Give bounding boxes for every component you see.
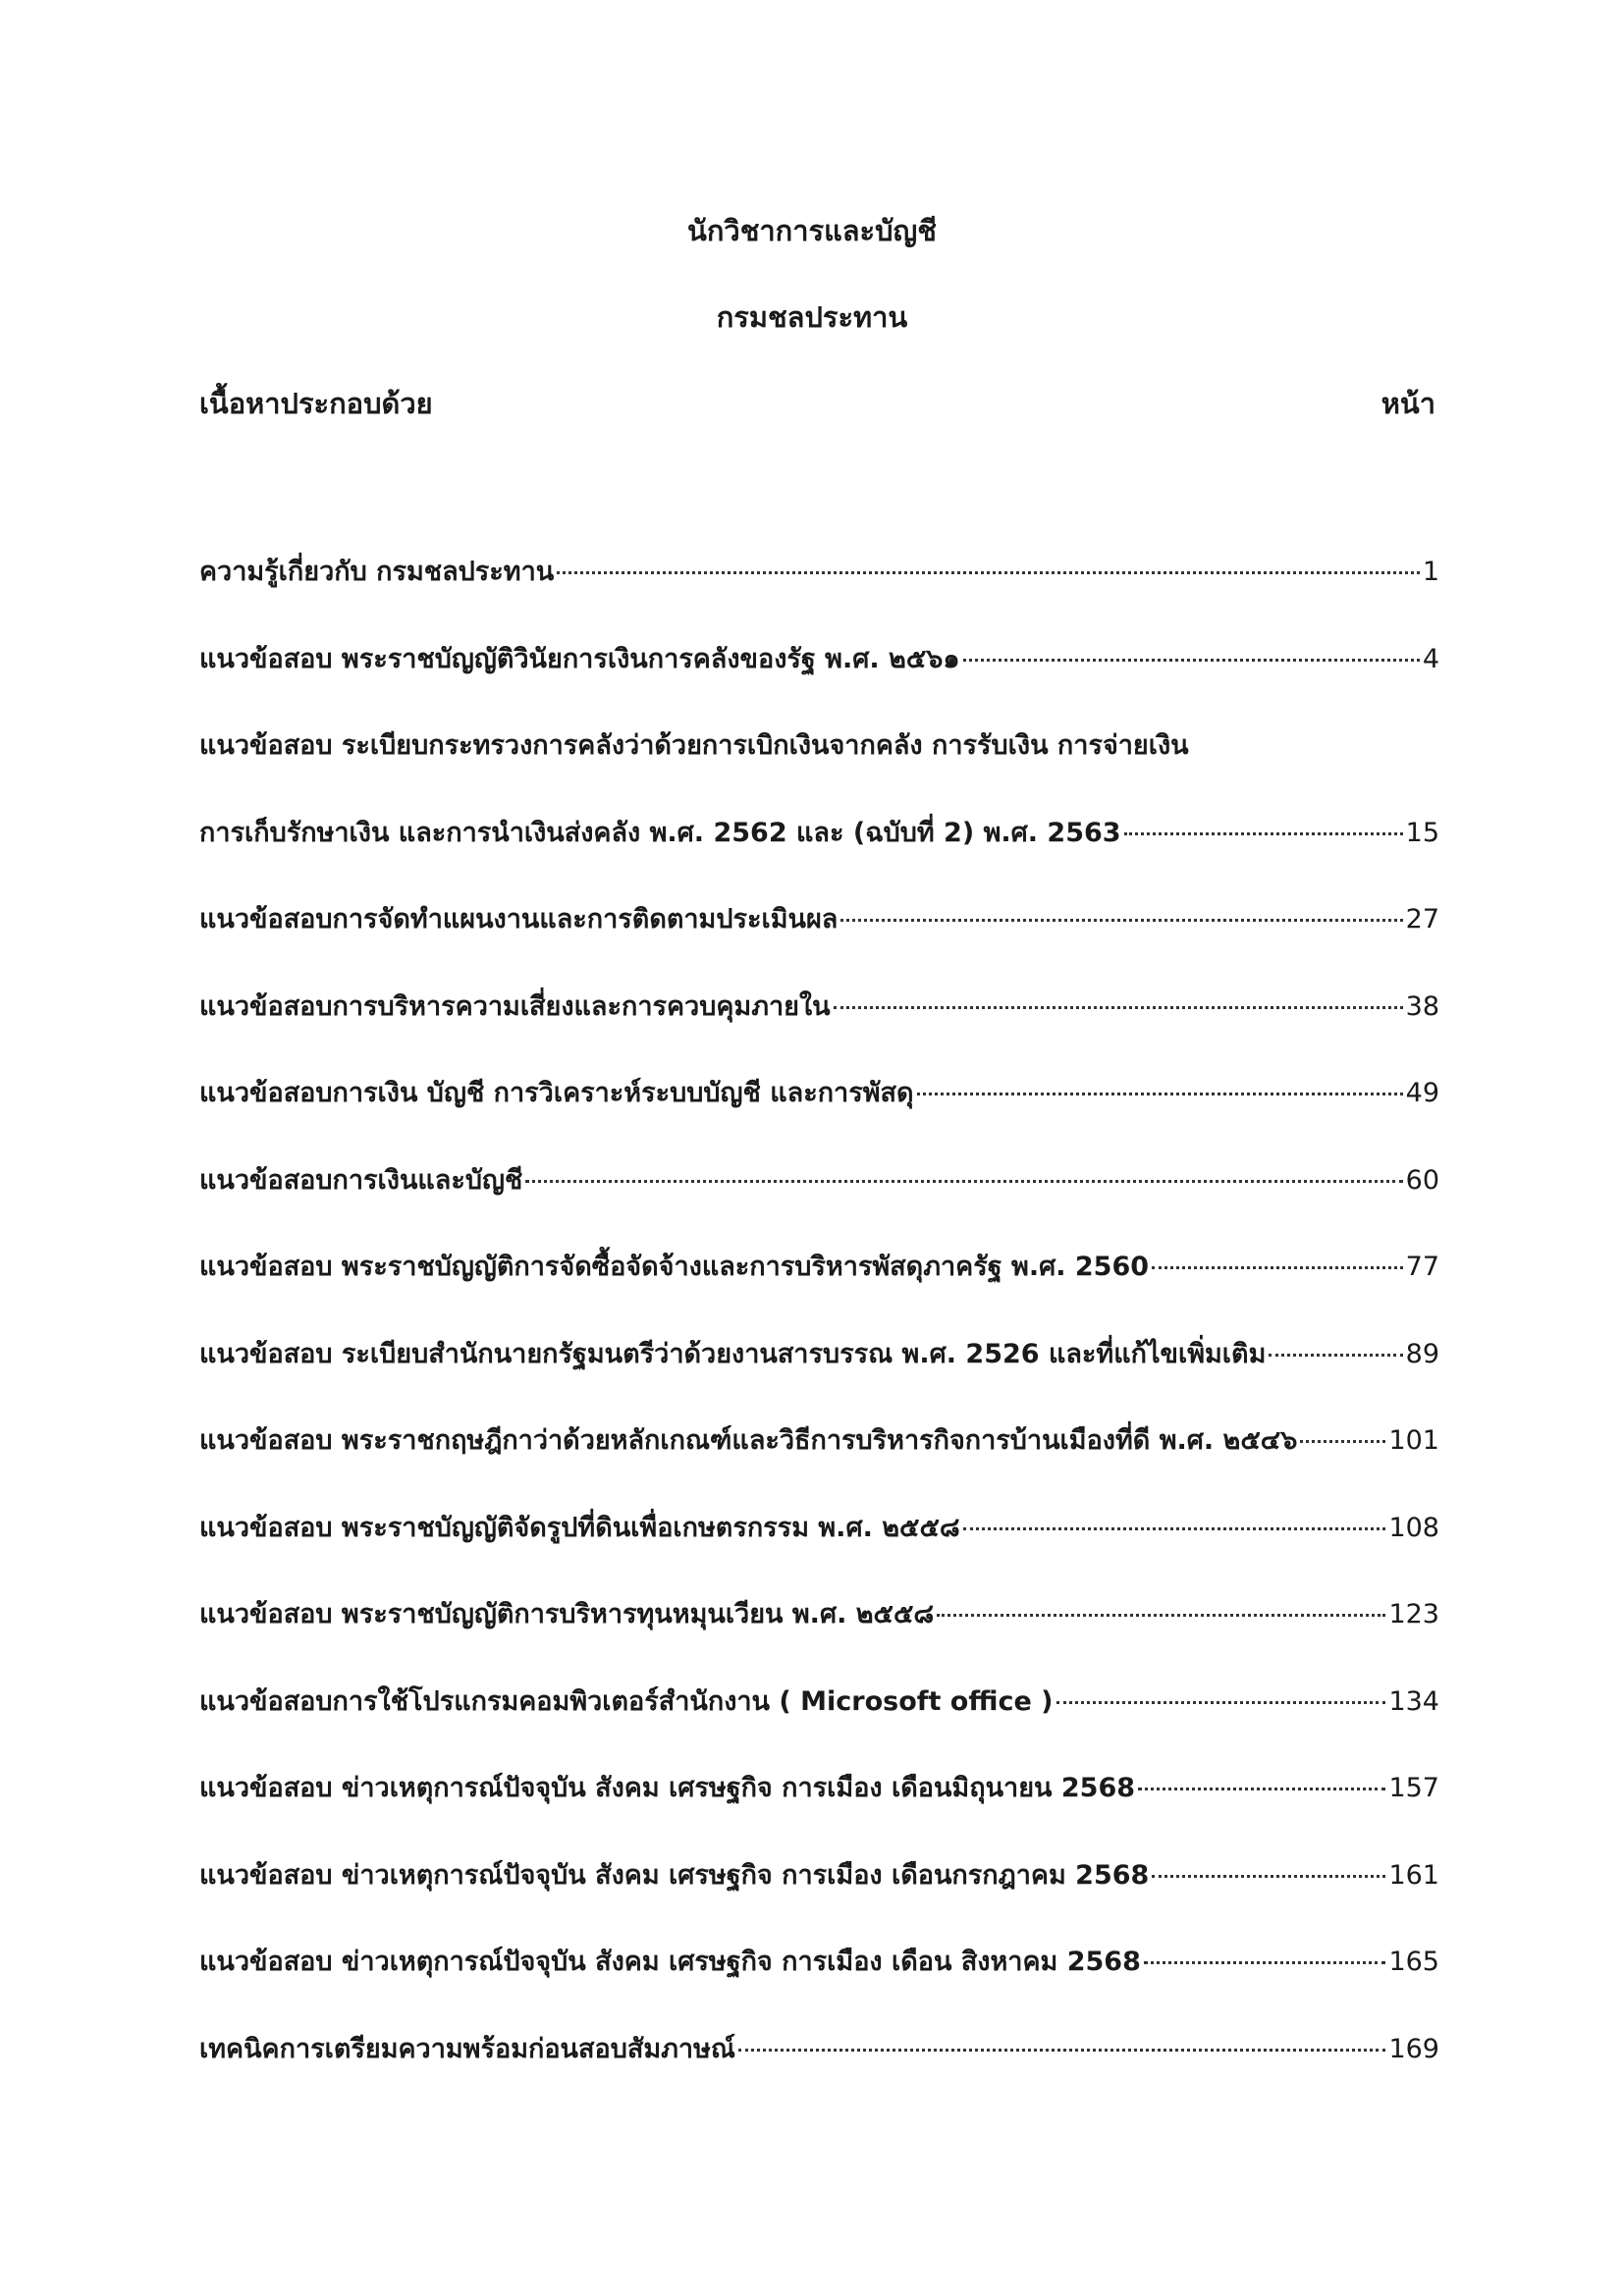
contents-heading: เนื้อหาประกอบด้วย [199, 387, 433, 420]
toc-entry[interactable] [199, 1332, 1439, 1419]
toc-entry-title: แนวข้อสอบ ข่าวเหตุการณ์ปัจจุบัน สังคม เศรษฐกิจ การเมือง เดือน สิงหาคม 2568 [199, 1947, 1141, 1977]
toc-entry[interactable] [199, 1853, 1439, 1941]
toc-entry[interactable] [199, 1071, 1439, 1158]
toc-leader-dots [738, 2049, 1386, 2052]
toc-page-number: 123 [1388, 1599, 1439, 1629]
toc-entry[interactable] [199, 1245, 1439, 1332]
toc-entry[interactable] [199, 723, 1439, 811]
toc-page-number: 165 [1388, 1947, 1439, 1977]
toc-page-number: 89 [1405, 1338, 1439, 1369]
toc-page-number: 169 [1388, 2033, 1439, 2064]
toc-entry-title: แนวข้อสอบ พระราชกฤษฎีกาว่าด้วยหลักเกณฑ์และวิธีการบริหารกิจการบ้านเมืองที่ดี พ.ศ. ๒๕๔๖ [199, 1425, 1298, 1456]
toc-entry-title: การเก็บรักษาเงิน และการนำเงินส่งคลัง พ.ศ. 2562 และ (ฉบับที่ 2) พ.ศ. 2563 [199, 817, 1121, 848]
toc-entry-title: เทคนิคการเตรียมความพร้อมก่อนสอบสัมภาษณ์ [199, 2033, 735, 2064]
toc-entry[interactable] [199, 1158, 1439, 1246]
toc-entry-title: แนวข้อสอบ พระราชบัญญัติวินัยการเงินการคลังของรัฐ พ.ศ. ๒๕๖๑ [199, 643, 960, 674]
toc-leader-dots [937, 1614, 1385, 1617]
toc-entry-title: แนวข้อสอบการเงินและบัญชี [199, 1164, 523, 1196]
toc-page-number: 1 [1422, 557, 1439, 587]
toc-entry-title: แนวข้อสอบ ระเบียบสำนักนายกรัฐมนตรีว่าด้วยงานสารบรรณ พ.ศ. 2526 และที่แก้ไขเพิ่มเติม [199, 1338, 1267, 1369]
toc-leader-dots [917, 1093, 1403, 1095]
toc-entry[interactable] [199, 1940, 1439, 2027]
toc-entry-title: แนวข้อสอบ ข่าวเหตุการณ์ปัจจุบัน สังคม เศรษฐกิจ การเมือง เดือนกรกฎาคม 2568 [199, 1859, 1150, 1891]
toc-entry-title: แนวข้อสอบ พระราชบัญญัติการจัดซื้อจัดจ้างและการบริหารพัสดุภาครัฐ พ.ศ. 2560 [199, 1252, 1150, 1282]
document-title: นักวิชาการและบัญชี [687, 214, 937, 247]
toc-entry-title: แนวข้อสอบ พระราชบัญญัติการบริหารทุนหมุนเวียน พ.ศ. ๒๕๕๘ [199, 1599, 935, 1629]
toc-entry-title: แนวข้อสอบการบริหารความเสี่ยงและการควบคุมภายใน [199, 990, 831, 1022]
toc-leader-dots [1269, 1354, 1402, 1357]
toc-entry[interactable] [199, 1418, 1439, 1506]
document-subtitle: กรมชลประทาน [716, 300, 908, 334]
toc-entry[interactable] [199, 550, 1439, 637]
toc-page-number: 157 [1388, 1773, 1439, 1803]
toc-leader-dots [1152, 1266, 1403, 1269]
toc-entry-title: แนวข้อสอบการเงิน บัญชี การวิเคราะห์ระบบบัญชี และการพัสดุ [199, 1078, 914, 1108]
toc-leader-dots [557, 571, 1420, 574]
toc-entry-title: แนวข้อสอบ ระเบียบกระทรวงการคลังว่าด้วยการเบิกเงินจากคลัง การรับเงิน การจ่ายเงิน [199, 730, 1189, 761]
toc-page-number: 4 [1422, 643, 1439, 674]
toc-page-number: 27 [1405, 904, 1439, 934]
toc-leader-dots [525, 1180, 1402, 1183]
toc-page-number: 15 [1405, 817, 1439, 848]
toc-leader-dots [1056, 1701, 1386, 1704]
toc-entry-title: แนวข้อสอบการจัดทำแผนงานและการติดตามประเมินผล [199, 904, 839, 934]
toc-leader-dots [840, 919, 1402, 922]
toc-page-number: 161 [1388, 1859, 1439, 1891]
toc-page-number: 77 [1405, 1252, 1439, 1282]
toc-entry-title: แนวข้อสอบการใช้โปรแกรมคอมพิวเตอร์สำนักงาน ( Microsoft office ) [199, 1685, 1054, 1717]
toc-leader-dots [834, 1006, 1403, 1009]
toc-entry[interactable] [199, 2027, 1439, 2114]
toc-entry[interactable] [199, 897, 1439, 985]
toc-entry[interactable] [199, 1766, 1439, 1853]
toc-leader-dots [1144, 1961, 1386, 1964]
toc-leader-dots [963, 1527, 1386, 1530]
toc-page-number: 134 [1388, 1685, 1439, 1717]
toc-page-number: 108 [1388, 1512, 1439, 1543]
toc-leader-dots [1138, 1788, 1385, 1790]
toc-leader-dots [1124, 832, 1403, 835]
table-of-contents [199, 550, 1439, 2113]
toc-entry[interactable] [199, 637, 1439, 724]
toc-entry[interactable] [199, 811, 1439, 898]
toc-entry-title: แนวข้อสอบ พระราชบัญญัติจัดรูปที่ดินเพื่อเกษตรกรรม พ.ศ. ๒๕๕๘ [199, 1512, 960, 1543]
toc-leader-dots [1300, 1440, 1385, 1443]
toc-entry[interactable] [199, 1506, 1439, 1593]
toc-entry-title: แนวข้อสอบ ข่าวเหตุการณ์ปัจจุบัน สังคม เศรษฐกิจ การเมือง เดือนมิถุนายน 2568 [199, 1773, 1136, 1803]
toc-page-number: 101 [1388, 1425, 1439, 1456]
toc-leader-dots [963, 659, 1420, 662]
toc-entry[interactable] [199, 1592, 1439, 1680]
page-column-heading: หน้า [1380, 387, 1435, 420]
toc-entry[interactable] [199, 1680, 1439, 1767]
toc-leader-dots [1152, 1875, 1385, 1878]
toc-page-number: 49 [1405, 1078, 1439, 1108]
toc-entry-title: ความรู้เกี่ยวกับ กรมชลประทาน [199, 557, 555, 587]
toc-page-number: 60 [1405, 1164, 1439, 1196]
toc-page-number: 38 [1405, 990, 1439, 1022]
toc-entry[interactable] [199, 985, 1439, 1072]
